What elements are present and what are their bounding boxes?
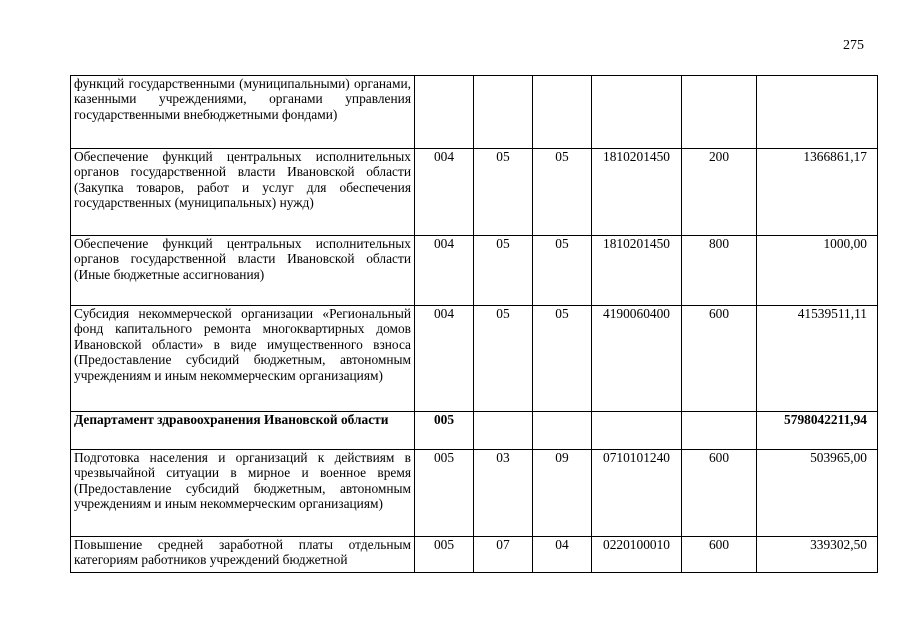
target-article-code-cell: 0220100010 bbox=[592, 537, 682, 573]
section-code-cell: 07 bbox=[474, 537, 533, 573]
amount-cell: 5798042211,94 bbox=[757, 412, 878, 450]
table-row bbox=[71, 76, 878, 149]
page-number: 275 bbox=[843, 38, 864, 53]
item-name-cell: Повышение средней заработной платы отдельным категориям работников учреждений бюджетной bbox=[71, 537, 415, 573]
target-article-code-cell bbox=[592, 76, 682, 149]
section-code-cell: 05 bbox=[474, 149, 533, 236]
subsection-code-cell: 09 bbox=[533, 450, 592, 537]
grbs-code-cell: 004 bbox=[415, 306, 474, 412]
table-row bbox=[71, 450, 878, 537]
table-row bbox=[71, 149, 878, 236]
expense-type-code-cell bbox=[682, 412, 757, 450]
item-name-cell: Субсидия некоммерческой организации «Региональный фонд капитального ремонта многоквартирных домов Ивановской области» в виде имущественного взноса (Предоставление субсидий бюджетным, автономным учреждениям и иным некоммерческим организациям) bbox=[71, 306, 415, 412]
department-total-row bbox=[71, 412, 878, 450]
item-name-cell: Обеспечение функций центральных исполнительных органов государственной власти Ивановской области (Закупка товаров, работ и услуг для обеспечения государственных (муниципальных) нужд) bbox=[71, 149, 415, 236]
expense-type-code-cell: 200 bbox=[682, 149, 757, 236]
section-code-cell: 05 bbox=[474, 236, 533, 306]
expense-type-code-cell: 800 bbox=[682, 236, 757, 306]
item-name-cell: Подготовка населения и организаций к действиям в чрезвычайной ситуации в мирное и военное время (Предоставление субсидий бюджетным, автономным учреждениям и иным некоммерческим организациям) bbox=[71, 450, 415, 537]
table-row bbox=[71, 306, 878, 412]
section-code-cell: 03 bbox=[474, 450, 533, 537]
grbs-code-cell bbox=[415, 76, 474, 149]
amount-cell: 339302,50 bbox=[757, 537, 878, 573]
grbs-code-cell: 004 bbox=[415, 149, 474, 236]
subsection-code-cell: 04 bbox=[533, 537, 592, 573]
table-body bbox=[71, 76, 878, 573]
amount-cell bbox=[757, 76, 878, 149]
target-article-code-cell: 0710101240 bbox=[592, 450, 682, 537]
item-name-cell: функций государственными (муниципальными) органами, казенными учреждениями, органами управления государственными внебюджетными фондами) bbox=[71, 76, 415, 149]
section-code-cell bbox=[474, 412, 533, 450]
section-code-cell: 05 bbox=[474, 306, 533, 412]
section-code-cell bbox=[474, 76, 533, 149]
subsection-code-cell: 05 bbox=[533, 236, 592, 306]
subsection-code-cell bbox=[533, 412, 592, 450]
amount-cell: 41539511,11 bbox=[757, 306, 878, 412]
table-row bbox=[71, 236, 878, 306]
subsection-code-cell: 05 bbox=[533, 149, 592, 236]
expense-type-code-cell: 600 bbox=[682, 537, 757, 573]
amount-cell: 1366861,17 bbox=[757, 149, 878, 236]
budget-table bbox=[70, 75, 878, 573]
target-article-code-cell: 1810201450 bbox=[592, 149, 682, 236]
amount-cell: 503965,00 bbox=[757, 450, 878, 537]
expense-type-code-cell: 600 bbox=[682, 450, 757, 537]
target-article-code-cell: 4190060400 bbox=[592, 306, 682, 412]
subsection-code-cell: 05 bbox=[533, 306, 592, 412]
grbs-code-cell: 004 bbox=[415, 236, 474, 306]
expense-type-code-cell: 600 bbox=[682, 306, 757, 412]
expense-type-code-cell bbox=[682, 76, 757, 149]
grbs-code-cell: 005 bbox=[415, 450, 474, 537]
item-name-cell: Обеспечение функций центральных исполнительных органов государственной власти Ивановской области (Иные бюджетные ассигнования) bbox=[71, 236, 415, 306]
item-name-cell: Департамент здравоохранения Ивановской области bbox=[71, 412, 415, 450]
amount-cell: 1000,00 bbox=[757, 236, 878, 306]
target-article-code-cell bbox=[592, 412, 682, 450]
grbs-code-cell: 005 bbox=[415, 412, 474, 450]
target-article-code-cell: 1810201450 bbox=[592, 236, 682, 306]
grbs-code-cell: 005 bbox=[415, 537, 474, 573]
subsection-code-cell bbox=[533, 76, 592, 149]
table-row bbox=[71, 537, 878, 573]
